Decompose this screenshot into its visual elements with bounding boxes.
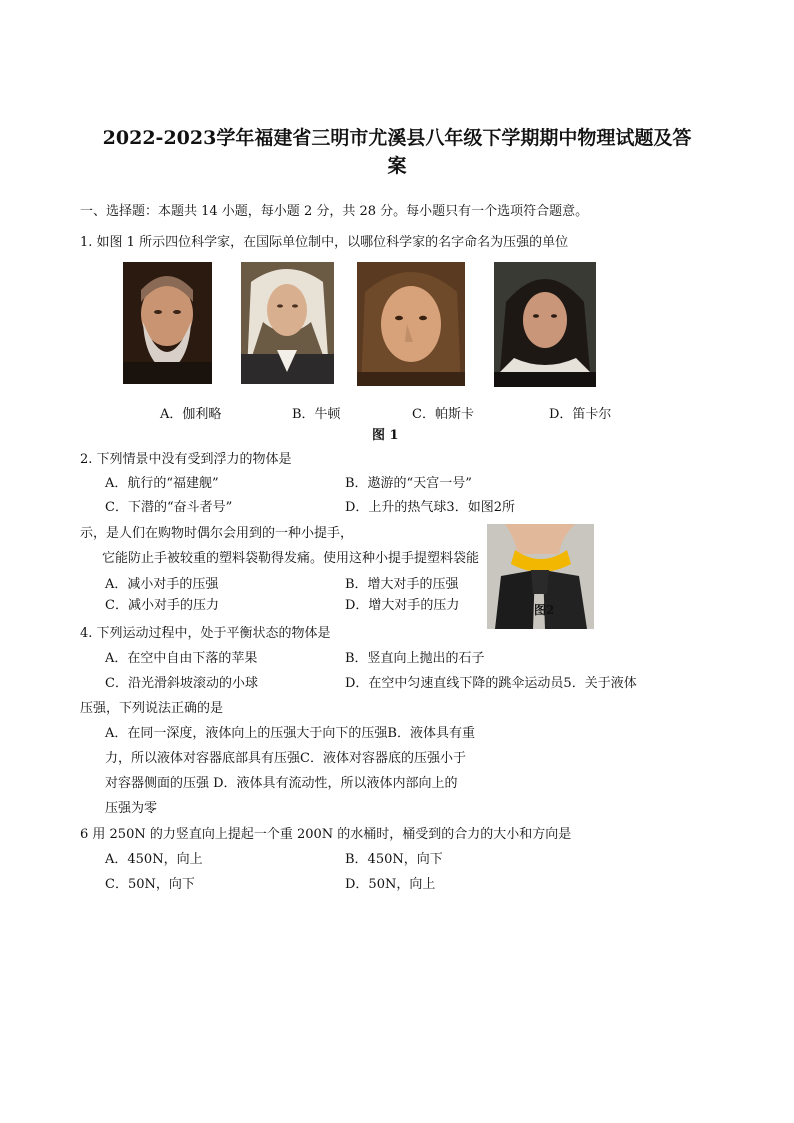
q4-stem: 4. 下列运动过程中，处于平衡状态的物体是	[80, 626, 331, 641]
title-line-2: 案	[387, 155, 407, 177]
q5-line-3: 力，所以液体对容器底部具有压强C．液体对容器底的压强小于	[105, 751, 466, 766]
q2-option-a: A．航行的“福建舰”	[105, 476, 219, 491]
q6-option-a: A．450N，向上	[105, 852, 203, 867]
q4-option-c: C．沿光滑斜坡滚动的小球	[105, 676, 258, 691]
q3-line-2: 它能防止手被较重的塑料袋勒得发痛。使用这种小提手提塑料袋能	[102, 551, 480, 566]
q2-option-b: B．遨游的“天宫一号”	[345, 476, 472, 491]
q1-option-d: D．笛卡尔	[549, 407, 612, 422]
q3-option-b: B．增大对手的压强	[345, 577, 459, 592]
title-line-1: 2022-2023学年福建省三明市尤溪县八年级下学期期中物理试题及答	[102, 127, 692, 149]
portrait-pascal	[357, 262, 465, 386]
section-heading: 一、选择题：本题共 14 小题，每小题 2 分，共 28 分。每小题只有一个选项符合题意。	[80, 204, 589, 219]
q5-line-2: A．在同一深度，液体向上的压强大于向下的压强B．液体具有重	[105, 726, 475, 741]
q5-line-5: 压强为零	[105, 801, 158, 816]
q3-option-a: A．减小对手的压强	[105, 577, 219, 592]
portrait-galileo	[123, 262, 212, 384]
q2-option-d: D．上升的热气球3．如图2所	[345, 500, 515, 515]
q1-option-c: C．帕斯卡	[412, 407, 474, 422]
q4-option-a: A．在空中自由下落的苹果	[105, 651, 258, 666]
q5-line-4: 对容器侧面的压强 D．液体具有流动性，所以液体内部向上的	[105, 776, 458, 791]
portrait-descartes	[494, 262, 596, 387]
figure-1-caption: 图 1	[372, 428, 399, 443]
q1-stem: 1. 如图 1 所示四位科学家，在国际单位制中，以哪位科学家的名字命名为压强的单位	[80, 235, 569, 250]
q4-option-b: B．竖直向上抛出的石子	[345, 651, 485, 666]
q3-option-d: D．增大对手的压力	[345, 598, 460, 613]
q6-option-c: C．50N，向下	[105, 877, 195, 892]
q3-option-c: C．减小对手的压力	[105, 598, 219, 613]
q2-stem: 2. 下列情景中没有受到浮力的物体是	[80, 452, 292, 467]
q6-option-d: D．50N，向上	[345, 877, 436, 892]
q4-option-d: D．在空中匀速直线下降的跳伞运动员5．关于液体	[345, 676, 637, 691]
q1-option-a: A．伽利略	[160, 407, 222, 422]
q6-stem: 6 用 250N 的力竖直向上提起一个重 200N 的水桶时，桶受到的合力的大小和方向是	[80, 827, 572, 842]
q2-option-c: C．下潜的“奋斗者号”	[105, 500, 233, 515]
q1-option-b: B．牛顿	[292, 407, 341, 422]
q6-option-b: B．450N，向下	[345, 852, 443, 867]
portrait-newton	[241, 262, 334, 384]
figure-2-label: 图2	[534, 603, 555, 617]
q3-line-1: 示，是人们在购物时偶尔会用到的一种小提手，	[80, 526, 354, 541]
q5-line-1: 压强，下列说法正确的是	[80, 701, 224, 716]
